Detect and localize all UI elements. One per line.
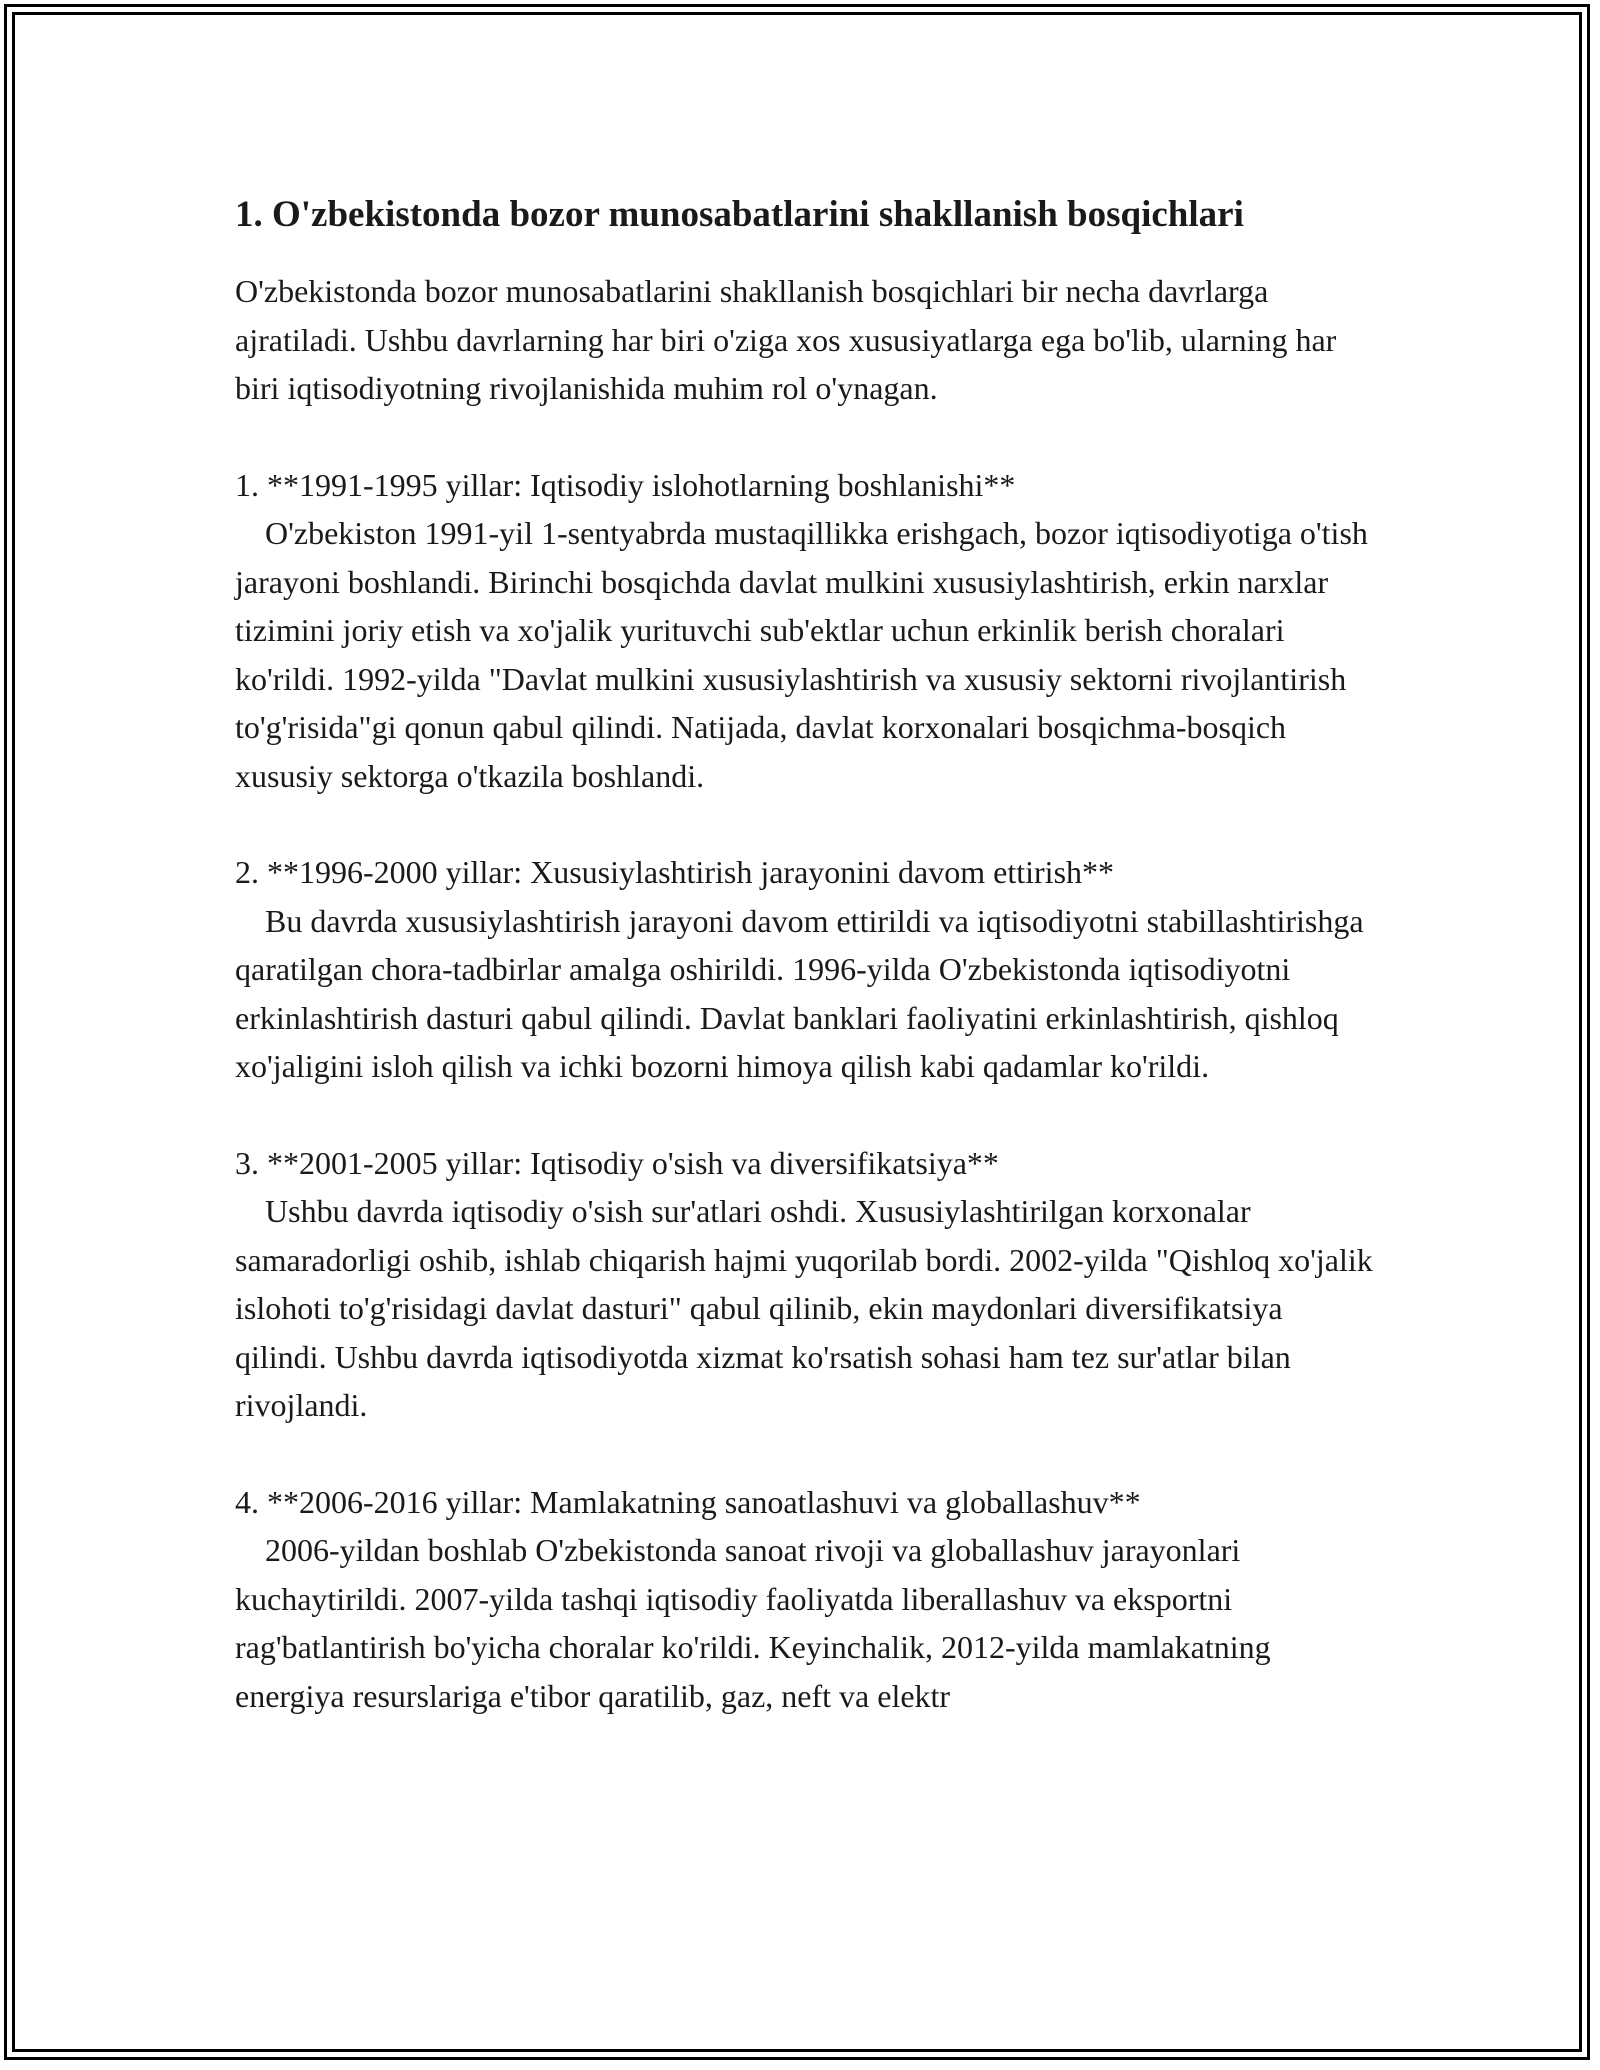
section-2 [235, 848, 1375, 1091]
section-body: O'zbekiston 1991-yil 1-sentyabrda mustaqillikka erishgach, bozor iqtisodiyotiga o'tish jarayoni boshlandi. Birinchi bosqichda davlat mulkini xususiylashtirish, erkin narxlar tizimini joriy etish va xo'jalik yurituvchi sub'ektlar uchun erkinlik berish choralari ko'rildi. 1992-yilda "Davlat mulkini xususiylashtirish va xususiy sektorni rivojlantirish to'g'risida"gi qonun qabul qilindi. Natijada, davlat korxonalari bosqichma-bosqich xususiy sektorga o'tkazila boshlandi. [235, 515, 1368, 794]
document-page [235, 190, 1375, 1720]
section-heading: 4. **2006-2016 yillar: Mamlakatning sanoatlashuvi va globallashuv** [235, 1483, 1141, 1520]
intro-paragraph: O'zbekistonda bozor munosabatlarini shakllanish bosqichlari bir necha davrlarga ajratiladi. Ushbu davrlarning har biri o'ziga xos xususiyatlarga ega bo'lib, ularning har biri iqtisodiyotning rivojlanishida muhim rol o'ynagan. [235, 273, 1337, 406]
section-4 [235, 1478, 1375, 1721]
section-1 [235, 461, 1375, 801]
section-body: Ushbu davrda iqtisodiy o'sish sur'atlari oshdi. Xususiylashtirilgan korxonalar samaradorligi oshib, ishlab chiqarish hajmi yuqorilab bordi. 2002-yilda "Qishloq xo'jalik islohoti to'g'risidagi davlat dasturi" qabul qilinib, ekin maydonlari diversifikatsiya qilindi. Ushbu davrda iqtisodiyotda xizmat ko'rsatish sohasi ham tez sur'atlar bilan rivojlandi. [235, 1193, 1373, 1423]
section-heading: 1. **1991-1995 yillar: Iqtisodiy islohotlarning boshlanishi** [235, 466, 1016, 503]
section-3 [235, 1139, 1375, 1430]
section-body: 2006-yildan boshlab O'zbekistonda sanoat rivoji va globallashuv jarayonlari kuchaytirildi. 2007-yilda tashqi iqtisodiy faoliyatda liberallashuv va eksportni rag'batlantirish bo'yicha choralar ko'rildi. Keyinchalik, 2012-yilda mamlakatning energiya resurslariga e'tibor qaratilib, gaz, neft va elektr [235, 1532, 1271, 1714]
section-heading: 3. **2001-2005 yillar: Iqtisodiy o'sish va diversifikatsiya** [235, 1144, 999, 1181]
document-title: 1. O'zbekistonda bozor munosabatlarini shakllanish bosqichlari [235, 194, 1244, 235]
section-heading: 2. **1996-2000 yillar: Xususiylashtirish jarayonini davom ettirish** [235, 854, 1115, 890]
section-body: Bu davrda xususiylashtirish jarayoni davom ettirildi va iqtisodiyotni stabillashtirishga qaratilgan chora-tadbirlar amalga oshirildi. 1996-yilda O'zbekistonda iqtisodiyotni erkinlashtirish dasturi qabul qilindi. Davlat banklari faoliyatini erkinlashtirish, qishloq xo'jaligini isloh qilish va ichki bozorni himoya qilish kabi qadamlar ko'rildi. [235, 902, 1364, 1084]
